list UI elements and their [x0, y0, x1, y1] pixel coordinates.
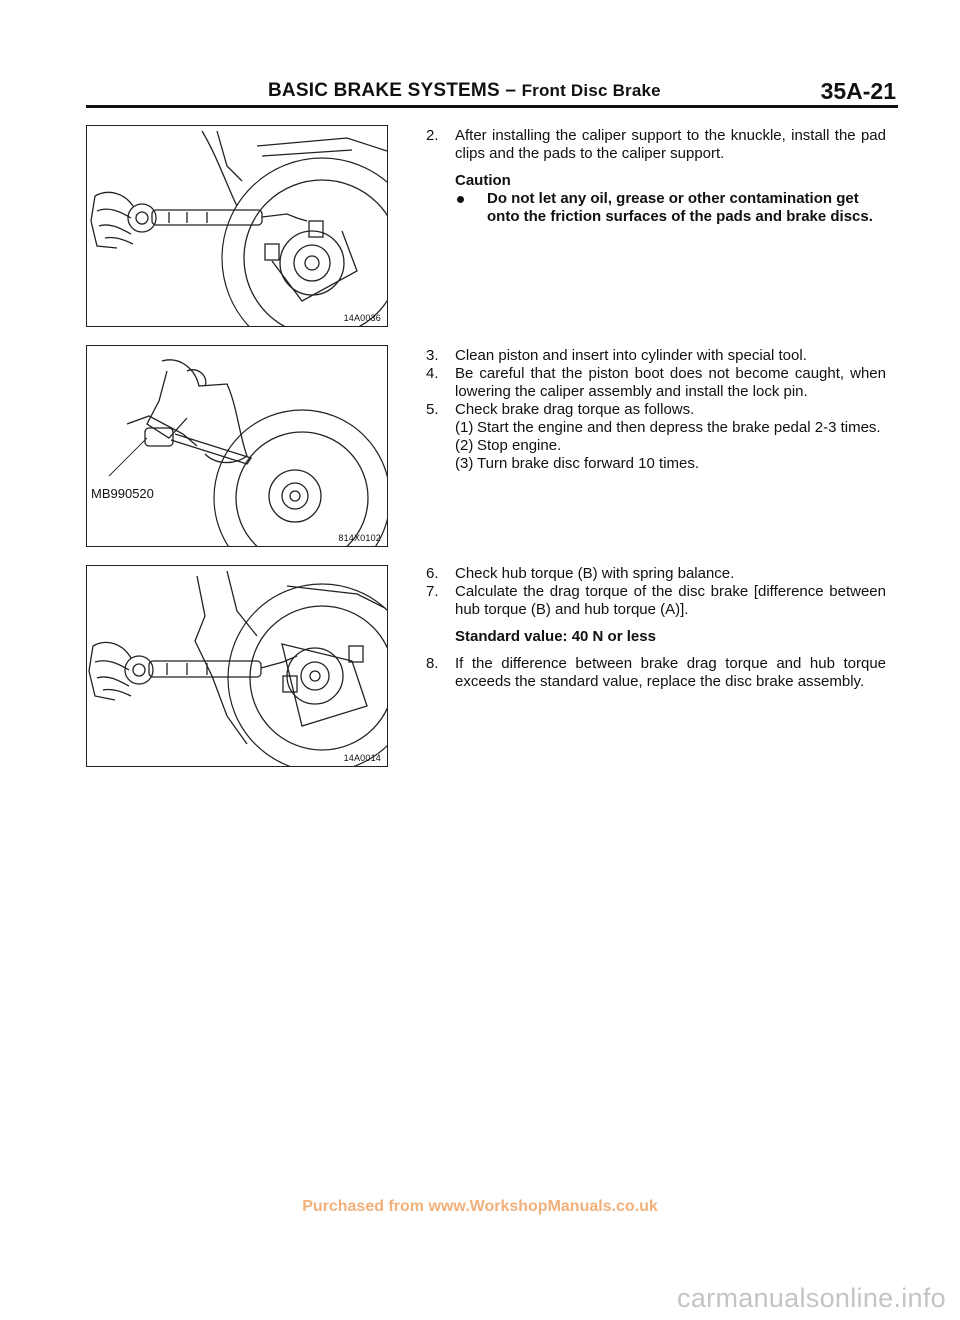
- step-number: 4.: [426, 365, 439, 382]
- page-header: [86, 78, 898, 106]
- substep-text: Stop engine.: [477, 437, 562, 454]
- page-number: 35A-21: [820, 78, 896, 104]
- figure-special-tool: [86, 345, 388, 547]
- figure-code: 814X0102: [338, 533, 381, 543]
- section-title: [268, 80, 661, 102]
- standard-value: Standard value: 40 N or less: [455, 628, 656, 645]
- step-text: Be careful that the piston boot does not become caught, when lowering the caliper assembly and install the lock pin.: [455, 365, 886, 400]
- step-6: [426, 565, 886, 583]
- bullet-dot-icon: [457, 196, 464, 203]
- figure-spring-balance-hub: [86, 125, 388, 327]
- step-number: 3.: [426, 347, 439, 364]
- substep-3: [426, 455, 886, 473]
- substep-number: (1): [455, 419, 474, 436]
- caution-label: Caution: [455, 172, 511, 189]
- tool-label: MB990520: [91, 486, 154, 501]
- substep-number: (2): [455, 437, 474, 454]
- step-number: 8.: [426, 655, 439, 672]
- step-8: [426, 655, 886, 691]
- watermark: carmanualsonline.info: [677, 1283, 946, 1313]
- instruction-block-2: [426, 347, 886, 473]
- figure-hub-torque: [86, 565, 388, 767]
- substep-2: [426, 437, 886, 455]
- step-7: [426, 583, 886, 619]
- step-number: 5.: [426, 401, 439, 418]
- step-text: Clean piston and insert into cylinder with special tool.: [455, 347, 807, 364]
- instruction-block-1: [426, 127, 886, 226]
- title-main: BASIC BRAKE SYSTEMS: [268, 80, 500, 101]
- figure-code: 14A0036: [343, 313, 381, 323]
- step-text: Check hub torque (B) with spring balance.: [455, 565, 735, 582]
- substep-text: Turn brake disc forward 10 times.: [477, 455, 700, 472]
- step-5: [426, 401, 886, 419]
- instruction-block-3: [426, 565, 886, 691]
- title-sub: Front Disc Brake: [521, 81, 661, 100]
- step-text: If the difference between brake drag torque and hub torque exceeds the standard value, replace the disc brake assembly.: [455, 655, 886, 690]
- step-number: 6.: [426, 565, 439, 582]
- hub-torque-illustration: [87, 566, 387, 766]
- step-text: Calculate the drag torque of the disc brake [difference between hub torque (B) and hub torque (A)].: [455, 583, 886, 618]
- step-number: 2.: [426, 127, 439, 144]
- spring-balance-illustration: [87, 126, 387, 326]
- step-3: [426, 347, 886, 365]
- caliper-tool-illustration: [87, 346, 387, 546]
- caution-text: Do not let any oil, grease or other contamination get onto the friction surfaces of the pads and brake discs.: [487, 190, 873, 225]
- step-text: Check brake drag torque as follows.: [455, 401, 695, 418]
- substep-1: [426, 419, 886, 437]
- substep-number: (3): [455, 455, 474, 472]
- figure-code: 14A0014: [343, 753, 381, 763]
- step-number: 7.: [426, 583, 439, 600]
- header-rule: [86, 105, 898, 108]
- caution-bullet: [426, 190, 886, 226]
- step-text: After installing the caliper support to the knuckle, install the pad clips and the pads to the caliper support.: [455, 127, 886, 162]
- step-4: [426, 365, 886, 401]
- title-dash: –: [505, 80, 517, 101]
- purchase-footer: Purchased from www.WorkshopManuals.co.uk: [302, 1198, 658, 1215]
- step-2: [426, 127, 886, 163]
- substep-text: Start the engine and then depress the brake pedal 2-3 times.: [477, 419, 881, 436]
